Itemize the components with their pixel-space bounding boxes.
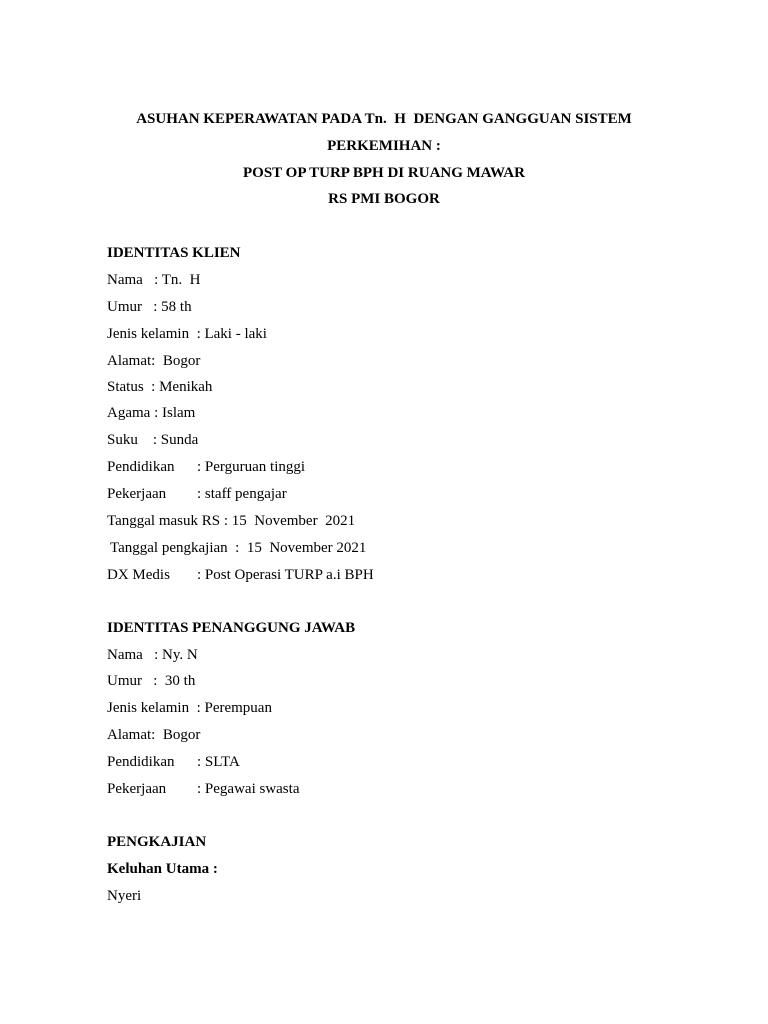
klien-agama: Agama : Islam [107, 405, 196, 421]
pj-pekerjaan-value: : Pegawai swasta [197, 781, 300, 797]
keluhan-utama-label: Keluhan Utama : [107, 861, 218, 877]
klien-dx-label: DX Medis [107, 567, 170, 583]
klien-umur: Umur : 58 th [107, 299, 192, 315]
pj-jenis-kelamin: Jenis kelamin : Perempuan [107, 700, 272, 716]
title-line-1: ASUHAN KEPERAWATAN PADA Tn. H DENGAN GANGGUAN SISTEM [136, 111, 632, 127]
title-line-2: PERKEMIHAN : [327, 138, 441, 154]
klien-status: Status : Menikah [107, 379, 213, 395]
title-line-3: POST OP TURP BPH DI RUANG MAWAR [243, 165, 525, 181]
klien-suku: Suku : Sunda [107, 432, 199, 448]
pj-pendidikan-label: Pendidikan [107, 754, 175, 770]
klien-dx-value: : Post Operasi TURP a.i BPH [197, 567, 374, 583]
section-heading-identitas-klien: IDENTITAS KLIEN [107, 245, 241, 261]
klien-pekerjaan-label: Pekerjaan [107, 486, 167, 502]
pj-pendidikan-value: : SLTA [197, 754, 240, 770]
klien-tanggal-masuk: Tanggal masuk RS : 15 November 2021 [107, 513, 356, 529]
klien-tanggal-pengkajian: Tanggal pengkajian : 15 November 2021 [110, 540, 367, 556]
klien-jenis-kelamin: Jenis kelamin : Laki - laki [107, 326, 267, 342]
pj-alamat: Alamat: Bogor [107, 727, 201, 743]
pj-umur: Umur : 30 th [107, 673, 196, 689]
title-line-4: RS PMI BOGOR [328, 191, 440, 207]
klien-pendidikan-label: Pendidikan [107, 459, 175, 475]
pj-pekerjaan-label: Pekerjaan [107, 781, 167, 797]
klien-pendidikan-value: : Perguruan tinggi [197, 459, 306, 475]
keluhan-utama-value: Nyeri [107, 888, 142, 904]
pj-nama: Nama : Ny. N [107, 647, 198, 663]
section-heading-identitas-penanggung-jawab: IDENTITAS PENANGGUNG JAWAB [107, 620, 356, 636]
klien-alamat: Alamat: Bogor [107, 353, 201, 369]
klien-nama: Nama : Tn. H [107, 272, 201, 288]
section-heading-pengkajian: PENGKAJIAN [107, 834, 207, 850]
klien-pekerjaan-value: : staff pengajar [197, 486, 287, 502]
